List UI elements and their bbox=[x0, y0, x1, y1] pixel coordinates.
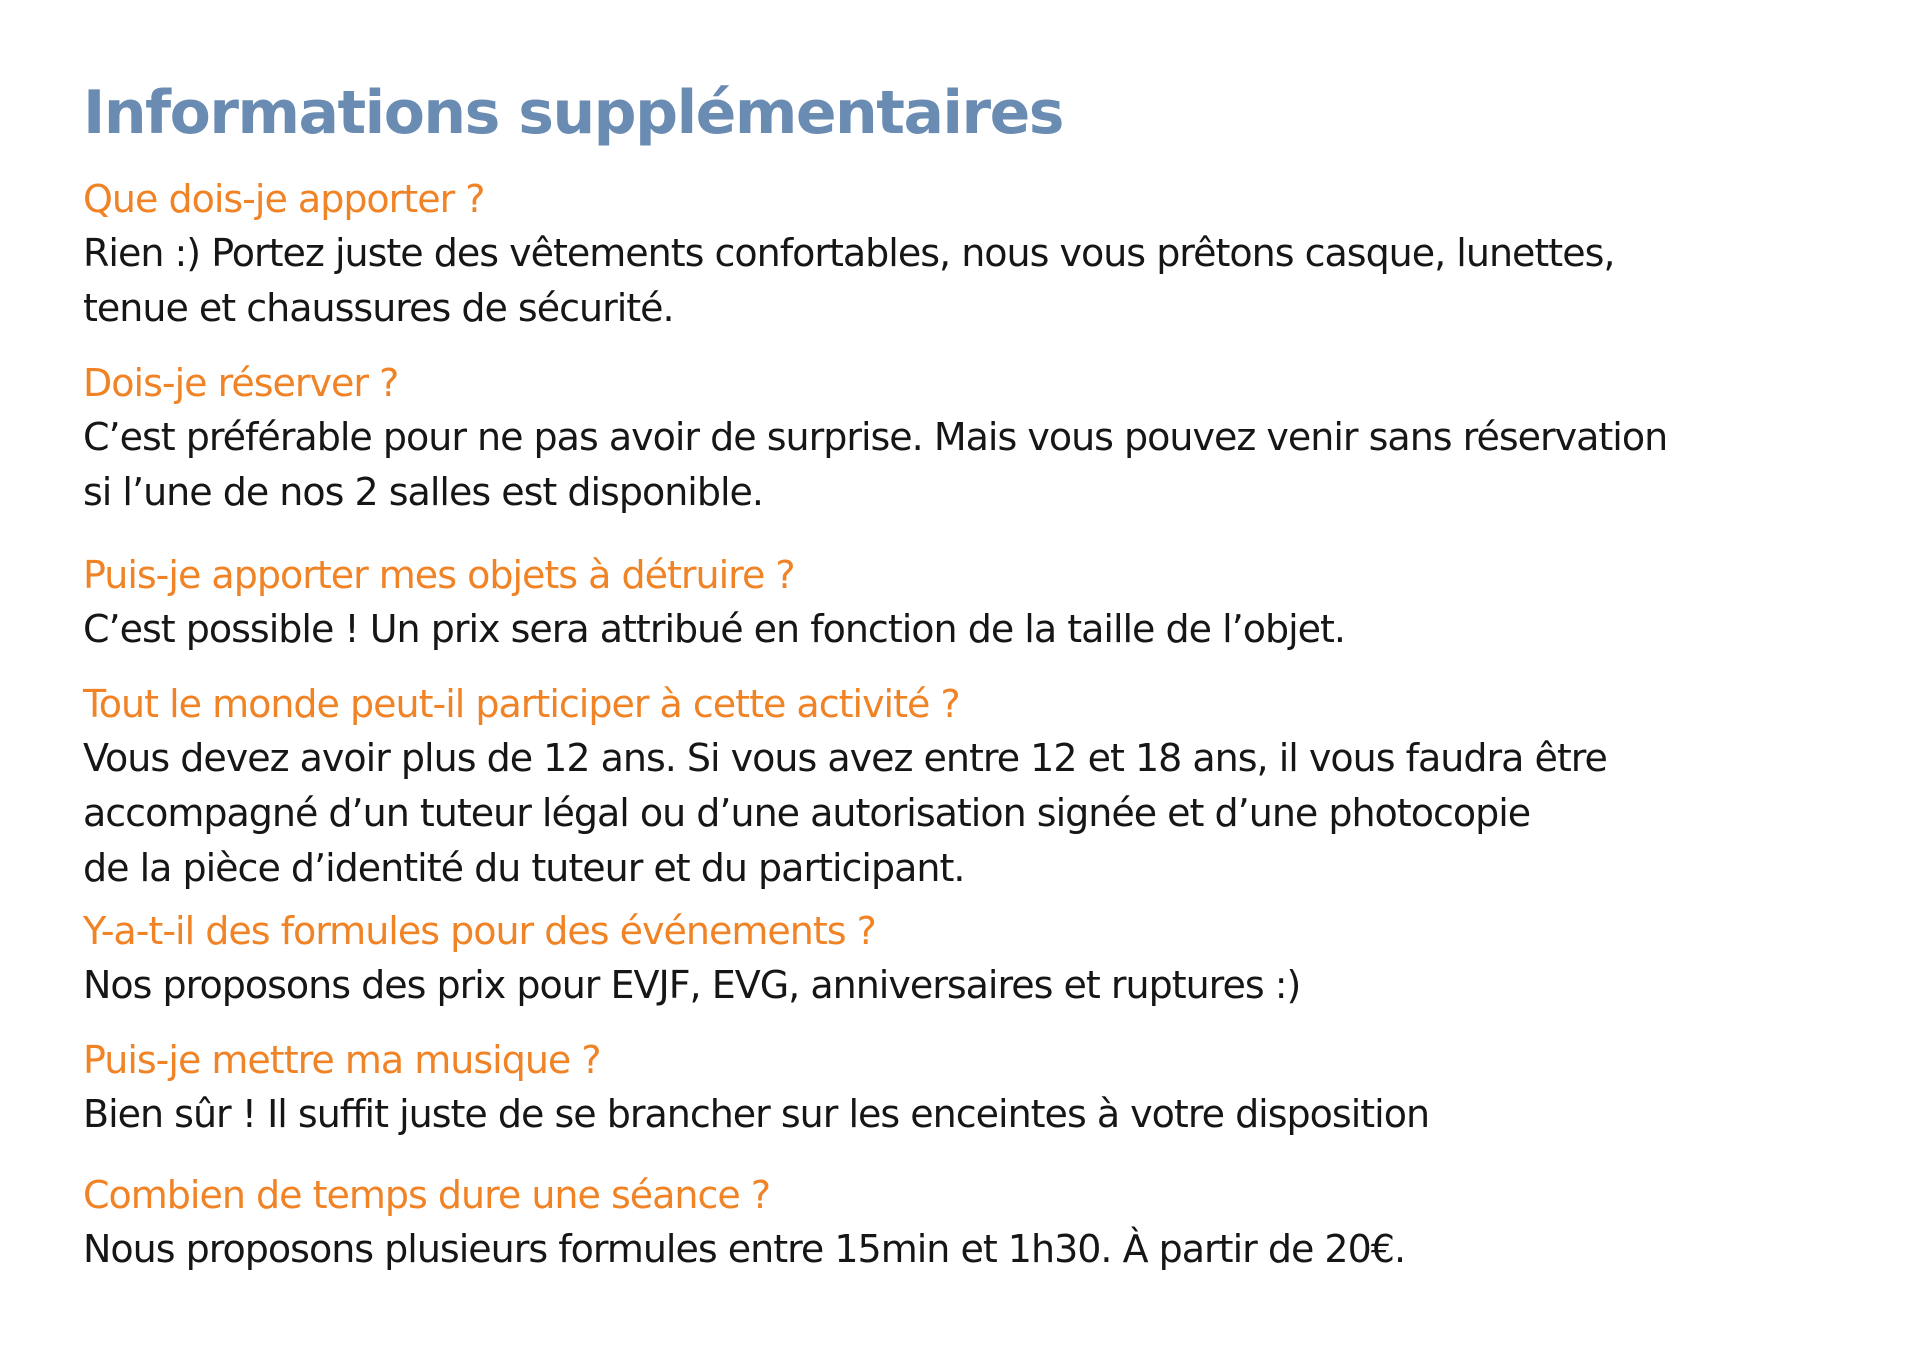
faq-answer: C’est préférable pour ne pas avoir de surprise. Mais vous pouvez venir sans réservation si l’une de nos 2 salles est disponible. bbox=[83, 415, 1668, 514]
faq-question: Que dois-je apporter ? bbox=[83, 177, 485, 221]
faq-item-music bbox=[83, 1033, 1840, 1142]
faq-answer: Vous devez avoir plus de 12 ans. Si vous avez entre 12 et 18 ans, il vous faudra être accompagné d’un tuteur légal ou d’une autorisation signée et d’une photocopie de la pièce d’identité du tuteur et du participant. bbox=[83, 736, 1607, 890]
faq-item-who-can-participate bbox=[83, 677, 1840, 896]
faq-list bbox=[83, 172, 1840, 1277]
faq-question: Puis-je apporter mes objets à détruire ? bbox=[83, 553, 795, 597]
faq-question: Puis-je mettre ma musique ? bbox=[83, 1038, 601, 1082]
faq-item-own-objects bbox=[83, 548, 1840, 657]
faq-question: Dois-je réserver ? bbox=[83, 361, 399, 405]
faq-question: Y-a-t-il des formules pour des événements ? bbox=[83, 909, 876, 953]
faq-answer: Bien sûr ! Il suffit juste de se brancher sur les enceintes à votre disposition bbox=[83, 1092, 1430, 1136]
faq-item-what-to-bring bbox=[83, 172, 1840, 336]
faq-item-reservation bbox=[83, 356, 1840, 520]
faq-answer: Rien :) Portez juste des vêtements confortables, nous vous prêtons casque, lunettes, tenue et chaussures de sécurité. bbox=[83, 231, 1615, 330]
faq-question: Combien de temps dure une séance ? bbox=[83, 1173, 771, 1217]
faq-item-event-packages bbox=[83, 904, 1840, 1013]
faq-question: Tout le monde peut-il participer à cette activité ? bbox=[83, 682, 960, 726]
faq-answer: Nous proposons plusieurs formules entre 15min et 1h30. À partir de 20€. bbox=[83, 1227, 1406, 1271]
faq-item-session-duration bbox=[83, 1168, 1840, 1277]
faq-answer: Nos proposons des prix pour EVJF, EVG, anniversaires et ruptures :) bbox=[83, 963, 1301, 1007]
page-title: Informations supplémentaires bbox=[83, 78, 1063, 148]
faq-answer: C’est possible ! Un prix sera attribué en fonction de la taille de l’objet. bbox=[83, 607, 1346, 651]
